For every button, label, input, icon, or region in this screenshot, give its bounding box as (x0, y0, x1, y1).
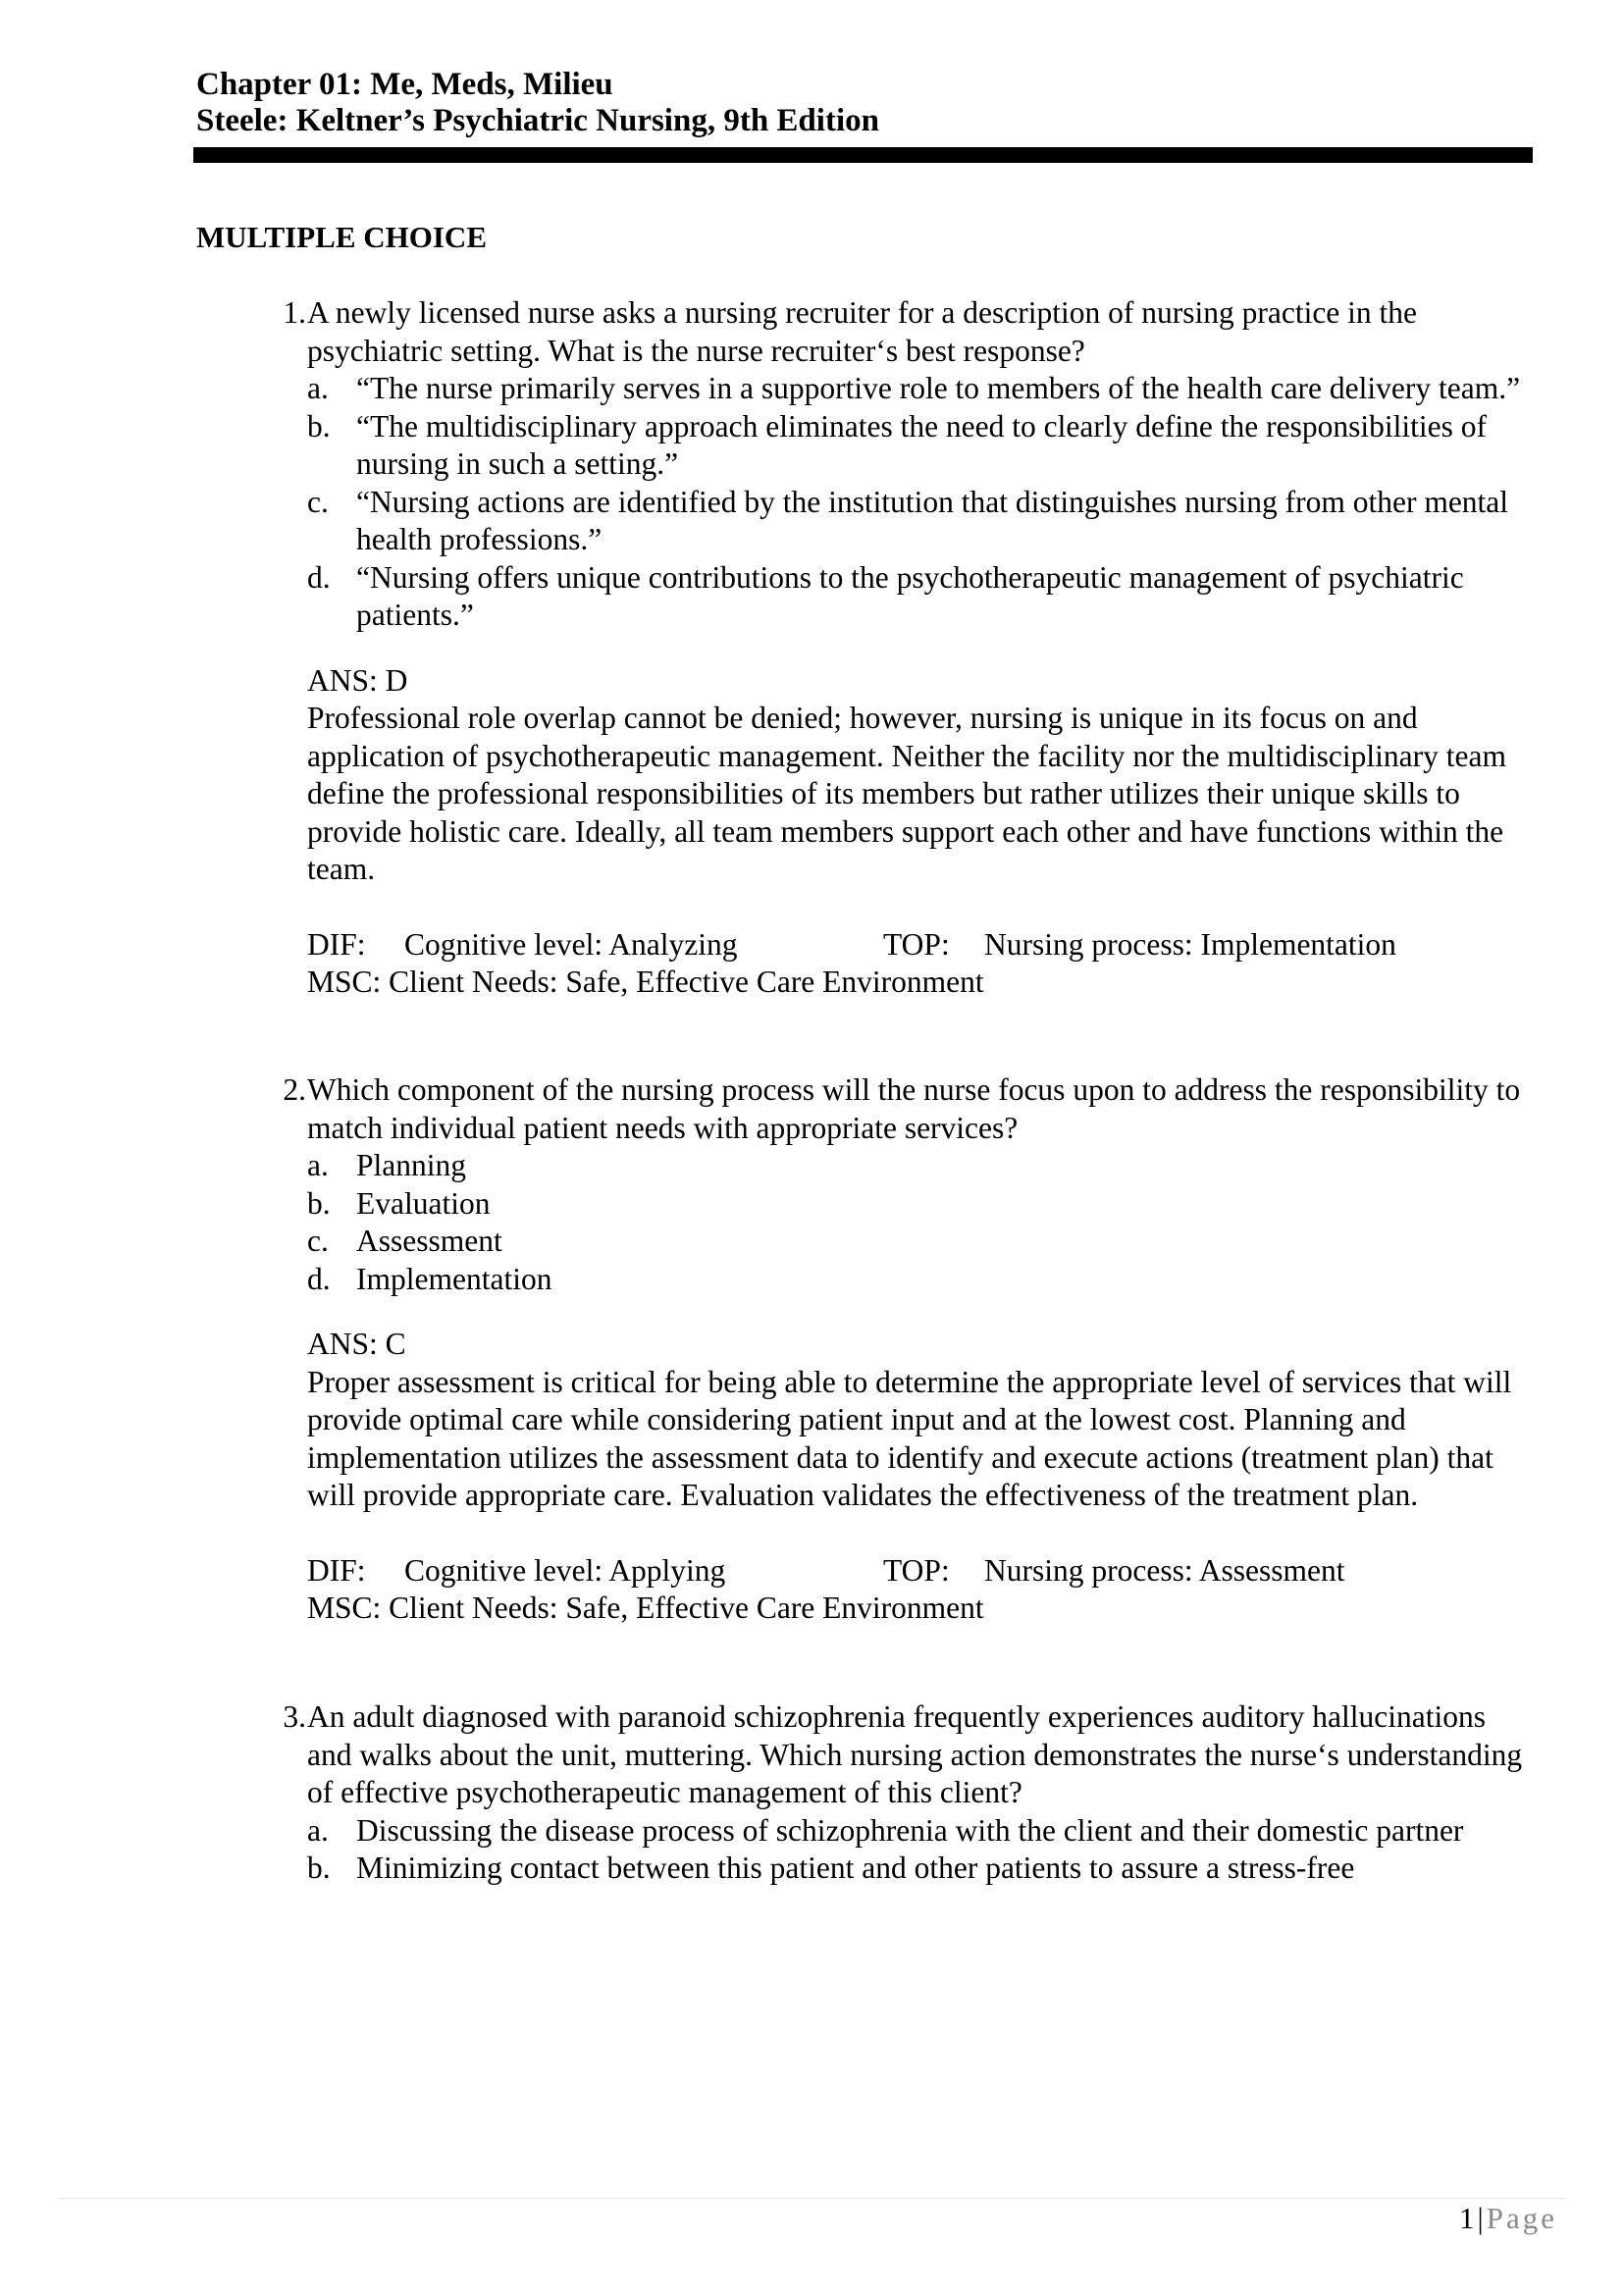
dif-label: DIF: (307, 926, 366, 962)
footer-rule (59, 2198, 1565, 2199)
option-list (307, 1812, 1533, 1888)
page-footer (1459, 2201, 1557, 2236)
option-letter: c. (307, 1224, 329, 1258)
top-label: TOP: (883, 1552, 950, 1588)
option-d (307, 1261, 1533, 1299)
page-label: Page (1486, 2201, 1557, 2235)
footer-separator: | (1477, 2201, 1484, 2235)
option-letter: b. (307, 1185, 331, 1221)
option-c (307, 484, 1533, 559)
option-letter: d. (307, 559, 331, 595)
option-text: Implementation (356, 1261, 552, 1296)
option-letter: c. (307, 484, 329, 519)
option-letter: b. (307, 1851, 331, 1885)
option-a (307, 1812, 1533, 1851)
option-text: “Nursing offers unique contributions to the psychotherapeutic management of psychiatric patients.” (356, 559, 1464, 632)
option-text: Planning (356, 1148, 467, 1182)
question-number: 2. (283, 1072, 306, 1107)
question-stem: A newly licensed nurse asks a nursing recruiter for a description of nursing practice in the psychiatric setting. What is the nurse recruiter‘s best response? (307, 295, 1418, 368)
top-label: TOP: (883, 926, 950, 962)
question-stem: An adult diagnosed with paranoid schizophrenia frequently experiences auditory hallucinations and walks about the unit, muttering. Which nursing action demonstrates the nurse‘s understanding of effective psychotherapeutic management of this client? (307, 1699, 1523, 1809)
header-rule (193, 147, 1533, 163)
option-b (307, 1850, 1533, 1888)
option-list (307, 370, 1533, 635)
option-b (307, 408, 1533, 484)
option-letter: a. (307, 1812, 329, 1848)
option-letter: d. (307, 1261, 331, 1296)
rationale: Proper assessment is critical for being able to determine the appropriate level of services that will provide optimal care while considering patient input and at the lowest cost. Planning and implementation utilizes the assessment data to identify and execute actions (treatment plan) that will provide appropriate care. Evaluation validates the effectiveness of the treatment plan. (307, 1364, 1512, 1512)
page-number: 1 (1459, 2201, 1475, 2235)
dif-value: Cognitive level: Analyzing (404, 926, 738, 962)
option-text: “Nursing actions are identified by the institution that distinguishes nursing from other mental health professions.” (356, 484, 1509, 556)
option-text: Minimizing contact between this patient and other patients to assure a stress-free (356, 1851, 1355, 1885)
question-metadata (307, 1552, 1533, 1628)
msc-line: MSC: Client Needs: Safe, Effective Care Environment (307, 1591, 984, 1625)
dif-label: DIF: (307, 1552, 366, 1588)
question-metadata (307, 926, 1533, 1002)
document-header (196, 67, 1531, 139)
option-letter: b. (307, 408, 331, 443)
top-value: Nursing process: Implementation (984, 926, 1396, 962)
msc-line: MSC: Client Needs: Safe, Effective Care Environment (307, 965, 984, 999)
option-d (307, 559, 1533, 635)
question-number: 3. (283, 1699, 306, 1734)
question-body (307, 294, 1533, 1002)
section-heading: MULTIPLE CHOICE (196, 220, 487, 254)
question-body (307, 1698, 1533, 1888)
option-c (307, 1223, 1533, 1261)
option-a (307, 1147, 1533, 1185)
option-text: “The nurse primarily serves in a supportive role to members of the health care delivery team.” (356, 371, 1521, 405)
answer-key: ANS: C (307, 1327, 406, 1361)
option-list (307, 1147, 1533, 1298)
answer-key: ANS: D (307, 662, 408, 698)
option-letter: a. (307, 371, 329, 405)
option-text: Assessment (356, 1224, 502, 1258)
question-stem: Which component of the nursing process will the nurse focus upon to address the responsibility to match individual patient needs with appropriate services? (307, 1072, 1521, 1145)
option-a (307, 370, 1533, 408)
option-letter: a. (307, 1148, 329, 1182)
option-text: Discussing the disease process of schizophrenia with the client and their domestic partner (356, 1812, 1464, 1848)
option-b (307, 1185, 1533, 1224)
option-text: “The multidisciplinary approach eliminates the need to clearly define the responsibilities of nursing in such a setting.” (356, 408, 1487, 481)
rationale: Professional role overlap cannot be denied; however, nursing is unique in its focus on and application of psychotherapeutic management. Neither the facility nor the multidisciplinary team define the professional responsibilities of its members but rather utilizes their unique skills to provide holistic care. Ideally, all team members support each other and have functions within the team. (307, 701, 1506, 886)
top-value: Nursing process: Assessment (984, 1552, 1345, 1588)
dif-value: Cognitive level: Applying (404, 1552, 726, 1588)
option-text: Evaluation (356, 1185, 491, 1221)
chapter-title: Chapter 01: Me, Meds, Milieu (196, 67, 613, 102)
book-title: Steele: Keltner’s Psychiatric Nursing, 9th Edition (196, 103, 879, 138)
question-body (307, 1071, 1533, 1628)
question-number: 1. (283, 295, 306, 330)
